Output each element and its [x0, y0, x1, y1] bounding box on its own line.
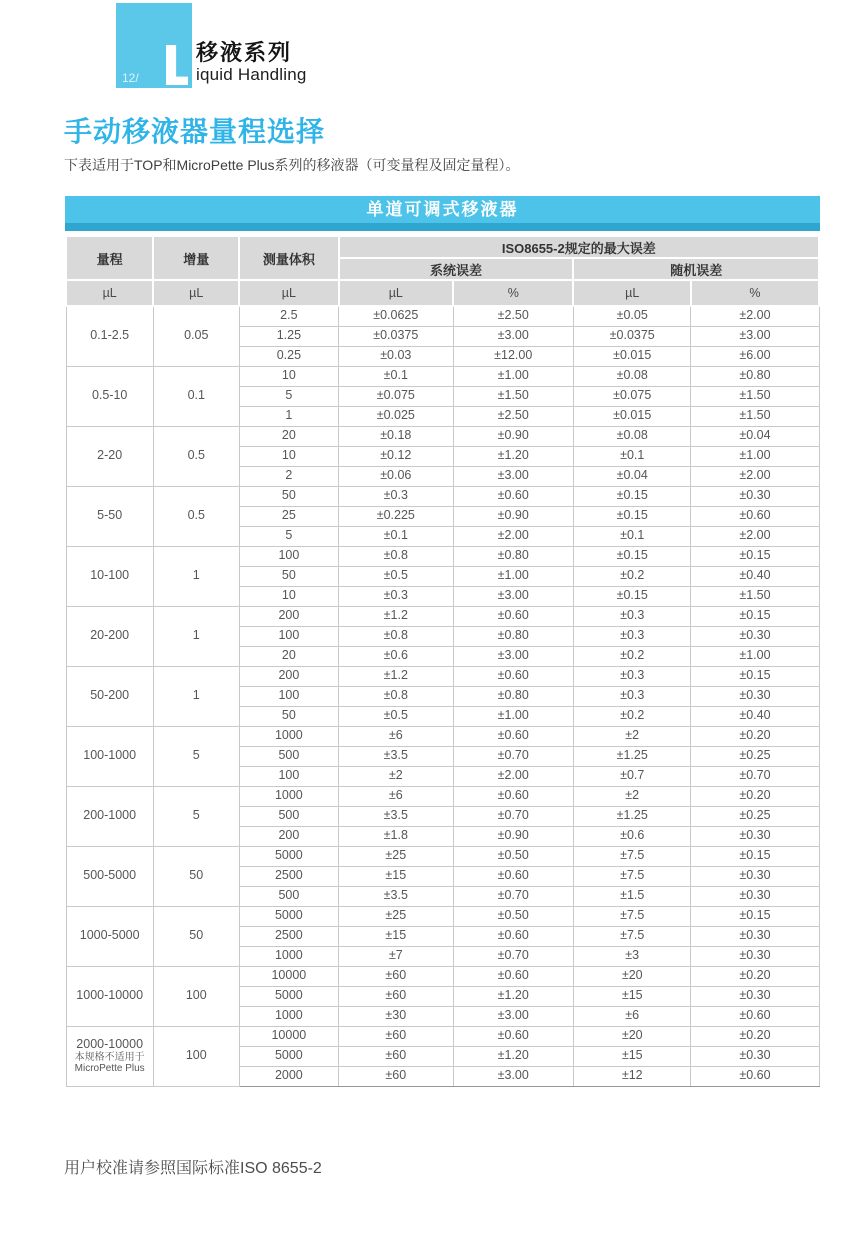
value-cell: 20 — [239, 646, 338, 666]
spec-table-body — [66, 306, 819, 1086]
value-cell: ±0.30 — [691, 946, 819, 966]
value-cell: ±60 — [339, 1046, 453, 1066]
value-cell: ±20 — [573, 1026, 690, 1046]
value-cell: ±1.00 — [453, 566, 573, 586]
calibration-note: 用户校准请参照国际标准ISO 8655-2 — [64, 1160, 322, 1177]
value-cell: 1000 — [239, 946, 338, 966]
value-cell: ±0.8 — [339, 686, 453, 706]
value-cell: ±1.8 — [339, 826, 453, 846]
value-cell: ±0.70 — [453, 886, 573, 906]
value-cell: ±0.075 — [339, 386, 453, 406]
value-cell: ±0.30 — [691, 986, 819, 1006]
value-cell: ±0.60 — [453, 786, 573, 806]
value-cell: ±0.1 — [339, 366, 453, 386]
value-cell: ±0.70 — [453, 946, 573, 966]
value-cell: ±0.0625 — [339, 306, 453, 326]
value-cell: ±0.90 — [453, 826, 573, 846]
value-cell: ±0.30 — [691, 626, 819, 646]
value-cell: ±1.50 — [453, 386, 573, 406]
value-cell: ±0.2 — [573, 706, 690, 726]
value-cell: ±0.90 — [453, 506, 573, 526]
value-cell: 5 — [239, 526, 338, 546]
value-cell: ±3.5 — [339, 806, 453, 826]
value-cell: ±0.8 — [339, 546, 453, 566]
brand-text — [196, 41, 307, 85]
value-cell: ±7.5 — [573, 906, 690, 926]
value-cell: ±12 — [573, 1066, 690, 1086]
letter-l-logo-icon — [166, 45, 188, 85]
value-cell: ±0.30 — [691, 1046, 819, 1066]
unit-label: % — [691, 280, 819, 306]
value-cell: ±60 — [339, 966, 453, 986]
value-cell: ±0.60 — [691, 1006, 819, 1026]
value-cell: 1.25 — [239, 326, 338, 346]
value-cell: 1000 — [239, 1006, 338, 1026]
value-cell: ±1.25 — [573, 806, 690, 826]
table-row — [66, 966, 819, 986]
value-cell: ±7.5 — [573, 866, 690, 886]
value-cell: ±6.00 — [691, 346, 819, 366]
increment-cell: 0.05 — [153, 306, 239, 366]
value-cell: ±2.50 — [453, 406, 573, 426]
value-cell: ±0.25 — [691, 806, 819, 826]
value-cell: ±0.0375 — [573, 326, 690, 346]
increment-cell: 1 — [153, 606, 239, 666]
value-cell: ±6 — [573, 1006, 690, 1026]
column-header-increment: 增量 — [153, 236, 239, 280]
range-cell: 1000-10000 — [66, 966, 153, 1026]
value-cell: 25 — [239, 506, 338, 526]
range-cell: 50-200 — [66, 666, 153, 726]
increment-cell: 5 — [153, 786, 239, 846]
value-cell: ±3.00 — [453, 646, 573, 666]
value-cell: ±0.30 — [691, 826, 819, 846]
range-cell: 2000-10000 本规格不适用于 MicroPette Plus — [66, 1026, 153, 1086]
value-cell: ±2 — [573, 726, 690, 746]
value-cell: ±0.60 — [453, 1026, 573, 1046]
value-cell: 500 — [239, 886, 338, 906]
value-cell: ±60 — [339, 1026, 453, 1046]
value-cell: 200 — [239, 666, 338, 686]
value-cell: 5000 — [239, 1046, 338, 1066]
value-cell: ±0.5 — [339, 566, 453, 586]
value-cell: ±3.5 — [339, 746, 453, 766]
value-cell: ±1.2 — [339, 606, 453, 626]
range-cell: 0.1-2.5 — [66, 306, 153, 366]
value-cell: ±1.00 — [691, 646, 819, 666]
value-cell: ±12.00 — [453, 346, 573, 366]
value-cell: ±25 — [339, 906, 453, 926]
value-cell: ±0.20 — [691, 786, 819, 806]
value-cell: ±0.0375 — [339, 326, 453, 346]
value-cell: ±0.18 — [339, 426, 453, 446]
value-cell: ±0.30 — [691, 486, 819, 506]
value-cell: ±0.2 — [573, 646, 690, 666]
value-cell: 1 — [239, 406, 338, 426]
value-cell: ±0.40 — [691, 706, 819, 726]
range-cell: 200-1000 — [66, 786, 153, 846]
table-row — [66, 726, 819, 746]
value-cell: ±3.00 — [453, 1066, 573, 1086]
value-cell: ±0.3 — [573, 626, 690, 646]
value-cell: 2000 — [239, 1066, 338, 1086]
unit-label: µL — [573, 280, 690, 306]
value-cell: ±6 — [339, 726, 453, 746]
increment-cell: 1 — [153, 666, 239, 726]
value-cell: ±1.2 — [339, 666, 453, 686]
value-cell: ±0.5 — [339, 706, 453, 726]
range-cell: 10-100 — [66, 546, 153, 606]
value-cell: ±25 — [339, 846, 453, 866]
value-cell: ±0.015 — [573, 406, 690, 426]
table-row — [66, 426, 819, 446]
value-cell: ±0.6 — [573, 826, 690, 846]
value-cell: ±3 — [573, 946, 690, 966]
unit-label: µL — [66, 280, 153, 306]
table-row — [66, 1026, 819, 1046]
value-cell: ±0.90 — [453, 426, 573, 446]
unit-label: % — [453, 280, 573, 306]
unit-label: µL — [239, 280, 338, 306]
range-cell: 5-50 — [66, 486, 153, 546]
value-cell: ±0.60 — [453, 966, 573, 986]
value-cell: ±7.5 — [573, 926, 690, 946]
value-cell: ±2 — [573, 786, 690, 806]
value-cell: 10000 — [239, 966, 338, 986]
value-cell: 200 — [239, 826, 338, 846]
value-cell: ±1.50 — [691, 406, 819, 426]
value-cell: ±1.00 — [453, 366, 573, 386]
value-cell: ±20 — [573, 966, 690, 986]
unit-label: µL — [153, 280, 239, 306]
value-cell: ±0.80 — [453, 626, 573, 646]
increment-cell: 100 — [153, 1026, 239, 1086]
range-note: 本规格不适用于 — [74, 1051, 145, 1063]
value-cell: ±0.80 — [691, 366, 819, 386]
value-cell: ±0.06 — [339, 466, 453, 486]
value-cell: 100 — [239, 626, 338, 646]
table-row — [66, 306, 819, 326]
value-cell: 10000 — [239, 1026, 338, 1046]
range-cell: 20-200 — [66, 606, 153, 666]
value-cell: 50 — [239, 566, 338, 586]
value-cell: ±3.00 — [453, 1006, 573, 1026]
value-cell: ±15 — [573, 1046, 690, 1066]
value-cell: ±0.1 — [573, 526, 690, 546]
value-cell: ±0.04 — [691, 426, 819, 446]
value-cell: ±0.20 — [691, 726, 819, 746]
value-cell: ±0.015 — [573, 346, 690, 366]
range-cell: 2-20 — [66, 426, 153, 486]
value-cell: ±2.00 — [453, 526, 573, 546]
value-cell: 50 — [239, 706, 338, 726]
value-cell: ±0.70 — [691, 766, 819, 786]
increment-cell: 1 — [153, 546, 239, 606]
increment-cell: 0.5 — [153, 426, 239, 486]
value-cell: ±0.20 — [691, 1026, 819, 1046]
value-cell: ±0.60 — [691, 506, 819, 526]
value-cell: ±0.30 — [691, 686, 819, 706]
value-cell: ±3.00 — [453, 586, 573, 606]
column-header-range: 量程 — [66, 236, 153, 280]
value-cell: 500 — [239, 806, 338, 826]
value-cell: ±0.3 — [573, 686, 690, 706]
value-cell: ±0.8 — [339, 626, 453, 646]
value-cell: ±0.15 — [691, 846, 819, 866]
value-cell: 100 — [239, 766, 338, 786]
value-cell: ±0.225 — [339, 506, 453, 526]
value-cell: ±1.25 — [573, 746, 690, 766]
value-cell: ±0.1 — [339, 526, 453, 546]
spec-table — [65, 196, 820, 1087]
value-cell: 10 — [239, 446, 338, 466]
value-cell: ±0.08 — [573, 426, 690, 446]
value-cell: 20 — [239, 426, 338, 446]
value-cell: ±0.60 — [453, 486, 573, 506]
value-cell: 2500 — [239, 926, 338, 946]
value-cell: ±0.7 — [573, 766, 690, 786]
value-cell: ±0.70 — [453, 806, 573, 826]
value-cell: ±0.25 — [691, 746, 819, 766]
value-cell: ±1.00 — [453, 706, 573, 726]
value-cell: ±0.50 — [453, 846, 573, 866]
table-row — [66, 786, 819, 806]
table-title-bar-accent — [65, 223, 820, 231]
value-cell: 5000 — [239, 906, 338, 926]
value-cell: ±15 — [573, 986, 690, 1006]
value-cell: ±15 — [339, 926, 453, 946]
value-cell: ±0.2 — [573, 566, 690, 586]
range-note: MicroPette Plus — [74, 1062, 145, 1074]
value-cell: ±0.15 — [691, 666, 819, 686]
value-cell: 0.25 — [239, 346, 338, 366]
value-cell: 2500 — [239, 866, 338, 886]
value-cell: ±60 — [339, 986, 453, 1006]
value-cell: ±3.00 — [453, 326, 573, 346]
value-cell: ±0.05 — [573, 306, 690, 326]
value-cell: 5 — [239, 386, 338, 406]
value-cell: ±0.20 — [691, 966, 819, 986]
value-cell: ±2.00 — [453, 766, 573, 786]
value-cell: 50 — [239, 486, 338, 506]
value-cell: 100 — [239, 686, 338, 706]
value-cell: ±0.6 — [339, 646, 453, 666]
value-cell: ±7 — [339, 946, 453, 966]
value-cell: 5000 — [239, 986, 338, 1006]
table-row — [66, 546, 819, 566]
value-cell: ±0.15 — [573, 486, 690, 506]
value-cell: ±0.03 — [339, 346, 453, 366]
value-cell: ±2.50 — [453, 306, 573, 326]
value-cell: ±0.60 — [691, 1066, 819, 1086]
value-cell: ±3.5 — [339, 886, 453, 906]
value-cell: ±0.08 — [573, 366, 690, 386]
value-cell: ±1.20 — [453, 986, 573, 1006]
brand-name-english: iquid Handling — [196, 65, 307, 85]
increment-cell: 0.1 — [153, 366, 239, 426]
value-cell: ±0.15 — [691, 906, 819, 926]
value-cell: ±0.15 — [573, 546, 690, 566]
value-cell: 10 — [239, 586, 338, 606]
spec-table-head — [66, 236, 819, 306]
value-cell: ±0.50 — [453, 906, 573, 926]
value-cell: ±0.12 — [339, 446, 453, 466]
value-cell: ±0.075 — [573, 386, 690, 406]
value-cell: ±0.3 — [573, 666, 690, 686]
value-cell: ±2 — [339, 766, 453, 786]
column-header-iso-error: ISO8655-2规定的最大误差 — [339, 236, 819, 258]
brand-logo-block — [116, 3, 192, 88]
table-row — [66, 606, 819, 626]
value-cell: ±0.80 — [453, 686, 573, 706]
value-cell: ±0.15 — [573, 586, 690, 606]
column-header-test-volume: 测量体积 — [239, 236, 338, 280]
value-cell: ±15 — [339, 866, 453, 886]
value-cell: ±0.3 — [573, 606, 690, 626]
page-subtitle: 下表适用于TOP和MicroPette Plus系列的移液器（可变量程及固定量程）。 — [64, 157, 520, 173]
value-cell: ±1.20 — [453, 446, 573, 466]
value-cell: ±0.80 — [453, 546, 573, 566]
value-cell: 2 — [239, 466, 338, 486]
value-cell: ±1.20 — [453, 1046, 573, 1066]
value-cell: ±0.3 — [339, 586, 453, 606]
increment-cell: 5 — [153, 726, 239, 786]
value-cell: ±0.15 — [691, 546, 819, 566]
range-cell: 0.5-10 — [66, 366, 153, 426]
table-row — [66, 486, 819, 506]
table-row — [66, 366, 819, 386]
value-cell: ±0.30 — [691, 926, 819, 946]
range-cell: 1000-5000 — [66, 906, 153, 966]
value-cell: ±1.00 — [691, 446, 819, 466]
value-cell: ±2.00 — [691, 466, 819, 486]
value-cell: 200 — [239, 606, 338, 626]
value-cell: ±1.5 — [573, 886, 690, 906]
value-cell: ±6 — [339, 786, 453, 806]
increment-cell: 100 — [153, 966, 239, 1026]
value-cell: ±0.3 — [339, 486, 453, 506]
increment-cell: 0.5 — [153, 486, 239, 546]
value-cell: 1000 — [239, 786, 338, 806]
value-cell: 500 — [239, 746, 338, 766]
value-cell: ±0.60 — [453, 666, 573, 686]
value-cell: ±0.1 — [573, 446, 690, 466]
value-cell: ±2.00 — [691, 306, 819, 326]
page-title: 手动移液器量程选择 — [64, 116, 326, 147]
value-cell: ±60 — [339, 1066, 453, 1086]
value-cell: ±0.15 — [691, 606, 819, 626]
spec-table-grid — [65, 235, 820, 1087]
value-cell: ±2.00 — [691, 526, 819, 546]
value-cell: 10 — [239, 366, 338, 386]
range-cell: 500-5000 — [66, 846, 153, 906]
column-header-random-error: 随机误差 — [573, 258, 819, 280]
table-row — [66, 846, 819, 866]
value-cell: ±1.50 — [691, 586, 819, 606]
increment-cell: 50 — [153, 906, 239, 966]
table-row — [66, 906, 819, 926]
value-cell: 1000 — [239, 726, 338, 746]
value-cell: ±7.5 — [573, 846, 690, 866]
value-cell: 100 — [239, 546, 338, 566]
table-row — [66, 666, 819, 686]
page-number: 12/ — [122, 71, 139, 85]
value-cell: 5000 — [239, 846, 338, 866]
range-cell: 100-1000 — [66, 726, 153, 786]
table-title-bar: 单道可调式移液器 — [65, 196, 820, 223]
column-header-systematic-error: 系统误差 — [339, 258, 574, 280]
value-cell: ±30 — [339, 1006, 453, 1026]
value-cell: ±0.15 — [573, 506, 690, 526]
value-cell: ±0.60 — [453, 926, 573, 946]
value-cell: ±3.00 — [453, 466, 573, 486]
value-cell: ±0.70 — [453, 746, 573, 766]
increment-cell: 50 — [153, 846, 239, 906]
value-cell: ±3.00 — [691, 326, 819, 346]
value-cell: ±0.40 — [691, 566, 819, 586]
value-cell: ±0.025 — [339, 406, 453, 426]
value-cell: ±0.60 — [453, 866, 573, 886]
unit-label: µL — [339, 280, 453, 306]
value-cell: ±0.30 — [691, 886, 819, 906]
value-cell: ±0.30 — [691, 866, 819, 886]
value-cell: ±0.60 — [453, 606, 573, 626]
value-cell: 2.5 — [239, 306, 338, 326]
value-cell: ±0.04 — [573, 466, 690, 486]
value-cell: ±1.50 — [691, 386, 819, 406]
brand-name-chinese: 移液系列 — [196, 40, 293, 65]
value-cell: ±0.60 — [453, 726, 573, 746]
